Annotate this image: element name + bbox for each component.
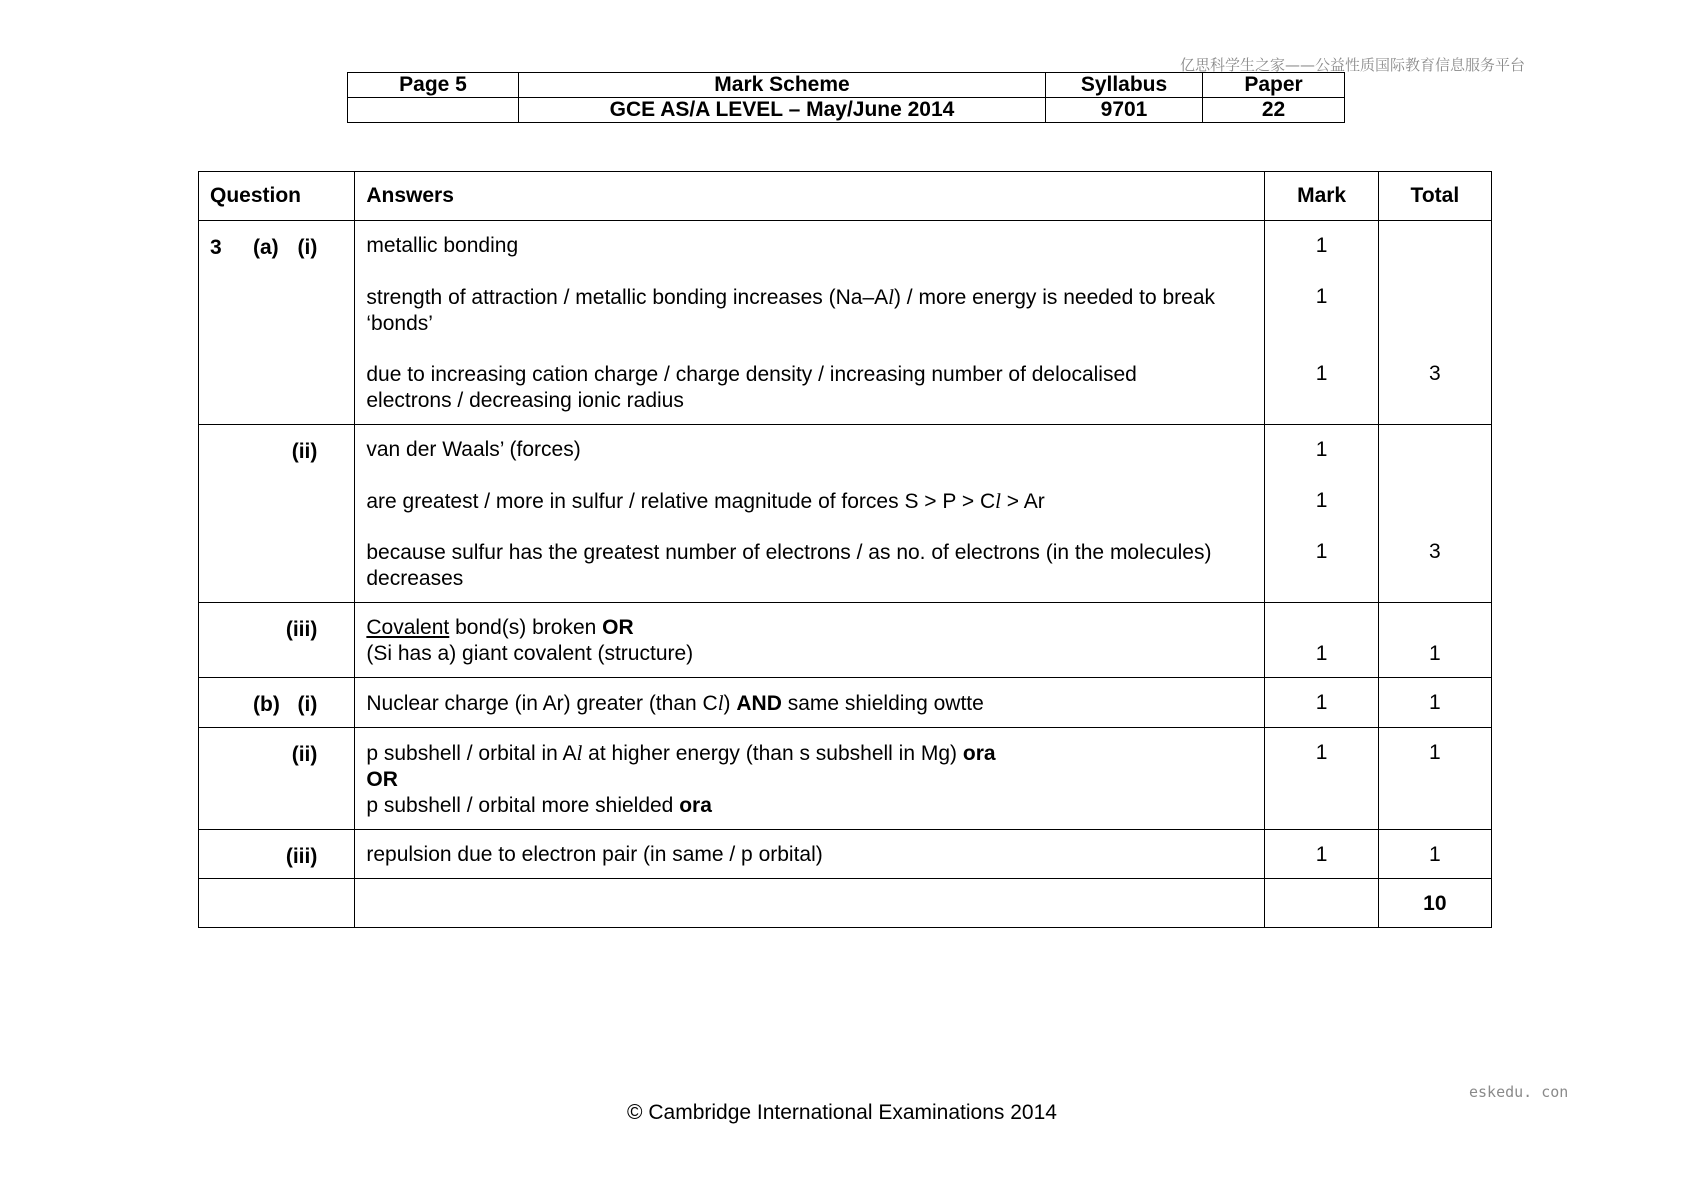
mark-value: 1 — [1315, 285, 1328, 308]
watermark-top: 亿思科学生之家——公益性质国际教育信息服务平台 — [1180, 56, 1526, 74]
mark-cell — [1265, 728, 1378, 830]
mark-cell — [1265, 603, 1378, 678]
mark-value: 1 — [1315, 489, 1328, 512]
table-row — [199, 678, 1492, 728]
question-cell — [199, 678, 355, 728]
total-cell — [1378, 830, 1491, 879]
question-number: 3 — [210, 236, 222, 259]
question-subpart: (ii) — [291, 743, 318, 766]
answer-line: van der Waals’ (forces) — [366, 438, 581, 461]
answer-line: due to increasing cation charge / charge density / increasing number of delocalised — [366, 363, 1137, 386]
mark-value: 1 — [1315, 438, 1328, 461]
grand-total-value: 10 — [1423, 892, 1447, 915]
answer-line: decreases — [366, 567, 464, 590]
syllabus-label: Syllabus — [1046, 73, 1203, 98]
total-value: 3 — [1429, 362, 1441, 385]
mark-cell — [1265, 221, 1378, 425]
answer-line: metallic bonding — [366, 234, 519, 257]
answer-line: OR — [366, 768, 398, 791]
copyright-footer: © Cambridge International Examinations 2014 — [627, 1101, 1057, 1124]
total-cell — [1378, 221, 1491, 425]
syllabus-code: 9701 — [1046, 98, 1203, 123]
question-subpart: (i) — [297, 693, 318, 716]
total-value: 1 — [1429, 843, 1441, 866]
column-header-total: Total — [1378, 172, 1491, 221]
column-header-mark: Mark — [1265, 172, 1378, 221]
total-cell — [1378, 678, 1491, 728]
question-part: (b) — [253, 693, 280, 716]
mark-scheme-table — [198, 171, 1492, 928]
empty-cell — [1265, 879, 1378, 928]
header-table — [347, 72, 1345, 123]
question-cell — [199, 425, 355, 603]
answer-line: because sulfur has the greatest number of electrons / as no. of electrons (in the molecules) — [366, 541, 1212, 564]
total-cell — [1378, 728, 1491, 830]
answer-line: Nuclear charge (in Ar) greater (than Cl) AND same shielding owtte — [366, 691, 984, 715]
mark-value: 1 — [1315, 362, 1328, 385]
mark-value: 1 — [1315, 843, 1328, 866]
answer-cell — [355, 425, 1265, 603]
answer-line: strength of attraction / metallic bonding increases (Na–Al) / more energy is needed to break — [366, 285, 1215, 309]
question-part: (a) — [253, 236, 279, 259]
answer-line: Covalent bond(s) broken OR — [366, 616, 634, 639]
question-cell — [199, 728, 355, 830]
column-header-question: Question — [199, 172, 355, 221]
total-value: 1 — [1429, 741, 1441, 764]
table-row — [199, 830, 1492, 879]
page-empty-cell — [348, 98, 519, 123]
mark-scheme-label: Mark Scheme — [519, 73, 1046, 98]
mark-value: 1 — [1315, 642, 1328, 665]
question-subpart: (i) — [297, 236, 318, 259]
question-subpart: (ii) — [291, 440, 318, 463]
answer-line: p subshell / orbital more shielded ora — [366, 794, 712, 817]
answer-line: repulsion due to electron pair (in same / p orbital) — [366, 843, 823, 866]
question-subpart: (iii) — [285, 845, 318, 868]
grand-total-row — [199, 879, 1492, 928]
mark-value: 1 — [1315, 691, 1328, 714]
mark-value: 1 — [1315, 234, 1328, 257]
answer-line: electrons / decreasing ionic radius — [366, 389, 684, 412]
total-cell — [1378, 425, 1491, 603]
answer-cell — [355, 603, 1265, 678]
empty-cell — [355, 879, 1265, 928]
question-cell — [199, 830, 355, 879]
total-value: 3 — [1429, 540, 1441, 563]
answer-line: ‘bonds’ — [366, 312, 433, 335]
answer-line: are greatest / more in sulfur / relative magnitude of forces S > P > Cl > Ar — [366, 489, 1045, 513]
answer-cell — [355, 221, 1265, 425]
answer-cell — [355, 728, 1265, 830]
grand-total-cell — [1378, 879, 1491, 928]
table-row — [199, 603, 1492, 678]
question-cell — [199, 603, 355, 678]
watermark-bottom: eskedu. con — [1469, 1083, 1569, 1101]
empty-cell — [199, 879, 355, 928]
table-row — [199, 728, 1492, 830]
mark-value: 1 — [1315, 741, 1328, 764]
question-subpart: (iii) — [285, 618, 318, 641]
answer-line: (Si has a) giant covalent (structure) — [366, 642, 694, 665]
table-header-row — [199, 172, 1492, 221]
mark-cell — [1265, 678, 1378, 728]
mark-cell — [1265, 425, 1378, 603]
total-value: 1 — [1429, 691, 1441, 714]
answer-cell — [355, 830, 1265, 879]
mark-cell — [1265, 830, 1378, 879]
answer-cell — [355, 678, 1265, 728]
exam-title: GCE AS/A LEVEL – May/June 2014 — [519, 98, 1046, 123]
table-row — [199, 425, 1492, 603]
answer-line: p subshell / orbital in Al at higher energy (than s subshell in Mg) ora — [366, 741, 996, 765]
mark-value: 1 — [1315, 540, 1328, 563]
column-header-answers: Answers — [355, 172, 1265, 221]
paper-number: 22 — [1203, 98, 1345, 123]
total-value: 1 — [1429, 642, 1441, 665]
table-row — [199, 221, 1492, 425]
question-cell — [199, 221, 355, 425]
total-cell — [1378, 603, 1491, 678]
paper-label: Paper — [1203, 73, 1345, 98]
page-number: Page 5 — [348, 73, 519, 98]
